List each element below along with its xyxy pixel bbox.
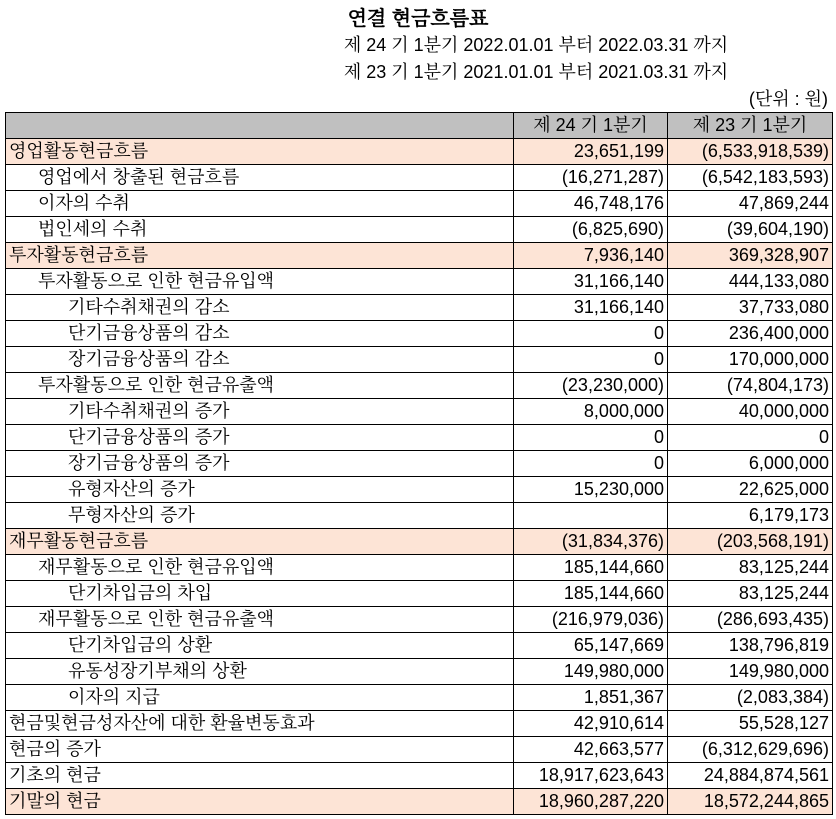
header-label [6, 113, 514, 139]
prior-value: 37,733,080 [668, 295, 833, 321]
current-value: 1,851,367 [514, 685, 668, 711]
row-label: 영업에서 창출된 현금흐름 [6, 165, 514, 191]
row-label: 기타수취채권의 증가 [6, 399, 514, 425]
table-row [6, 477, 833, 503]
row-label: 투자활동으로 인한 현금유입액 [6, 269, 514, 295]
table-row [6, 789, 833, 815]
current-value: 65,147,669 [514, 633, 668, 659]
row-label: 장기금융상품의 증가 [6, 451, 514, 477]
table-row [6, 425, 833, 451]
header-row [6, 113, 833, 139]
row-label: 유형자산의 증가 [6, 477, 514, 503]
table-row [6, 711, 833, 737]
current-value: 46,748,176 [514, 191, 668, 217]
table-row [6, 633, 833, 659]
prior-value: (74,804,173) [668, 373, 833, 399]
table-row [6, 763, 833, 789]
prior-value: 369,328,907 [668, 243, 833, 269]
current-value: 0 [514, 425, 668, 451]
prior-value: (286,693,435) [668, 607, 833, 633]
row-label: 장기금융상품의 감소 [6, 347, 514, 373]
current-value: (31,834,376) [514, 529, 668, 555]
current-value: 31,166,140 [514, 269, 668, 295]
current-value: 7,936,140 [514, 243, 668, 269]
current-value: 18,960,287,220 [514, 789, 668, 815]
current-value: 185,144,660 [514, 581, 668, 607]
current-value: 42,663,577 [514, 737, 668, 763]
current-value: (16,271,287) [514, 165, 668, 191]
current-value: 42,910,614 [514, 711, 668, 737]
row-label: 단기금융상품의 감소 [6, 321, 514, 347]
row-label: 단기차입금의 상환 [6, 633, 514, 659]
current-value: (6,825,690) [514, 217, 668, 243]
row-label: 무형자산의 증가 [6, 503, 514, 529]
table-row [6, 191, 833, 217]
row-label: 투자활동현금흐름 [6, 243, 514, 269]
row-label: 법인세의 수취 [6, 217, 514, 243]
current-value: 149,980,000 [514, 659, 668, 685]
table-row [6, 269, 833, 295]
table-row [6, 399, 833, 425]
table-row [6, 581, 833, 607]
table-row [6, 347, 833, 373]
prior-value: 149,980,000 [668, 659, 833, 685]
row-label: 유동성장기부채의 상환 [6, 659, 514, 685]
prior-value: 40,000,000 [668, 399, 833, 425]
prior-value: (6,533,918,539) [668, 139, 833, 165]
table-row [6, 139, 833, 165]
current-value: (23,230,000) [514, 373, 668, 399]
current-value: 18,917,623,643 [514, 763, 668, 789]
cash-flow-table [5, 112, 833, 815]
prior-value: 236,400,000 [668, 321, 833, 347]
prior-value: (2,083,384) [668, 685, 833, 711]
prior-value: (39,604,190) [668, 217, 833, 243]
current-value: 0 [514, 347, 668, 373]
table-row [6, 295, 833, 321]
prior-value: (203,568,191) [668, 529, 833, 555]
prior-value: 6,000,000 [668, 451, 833, 477]
table-row [6, 607, 833, 633]
current-value [514, 503, 668, 529]
row-label: 기초의 현금 [6, 763, 514, 789]
prior-value: 444,133,080 [668, 269, 833, 295]
current-value: 23,651,199 [514, 139, 668, 165]
prior-value: (6,542,183,593) [668, 165, 833, 191]
current-value: 31,166,140 [514, 295, 668, 321]
row-label: 현금및현금성자산에 대한 환율변동효과 [6, 711, 514, 737]
prior-value: 6,179,173 [668, 503, 833, 529]
prior-value: 138,796,819 [668, 633, 833, 659]
prior-value: 0 [668, 425, 833, 451]
unit-label: (단위 : 원) [748, 89, 828, 109]
row-label: 단기차입금의 차입 [6, 581, 514, 607]
row-label: 재무활동으로 인한 현금유출액 [6, 607, 514, 633]
table-row [6, 321, 833, 347]
header-current: 제 24 기 1분기 [514, 113, 668, 139]
period-current: 제 24 기 1분기 2022.01.01 부터 2022.03.31 까지 [343, 35, 729, 55]
row-label: 기타수취채권의 감소 [6, 295, 514, 321]
current-value: 0 [514, 451, 668, 477]
statement-title: 연결 현금흐름표 [347, 8, 489, 30]
table-row [6, 451, 833, 477]
prior-value: 47,869,244 [668, 191, 833, 217]
table-row [6, 685, 833, 711]
row-label: 재무활동으로 인한 현금유입액 [6, 555, 514, 581]
table-row [6, 503, 833, 529]
current-value: 15,230,000 [514, 477, 668, 503]
table-row [6, 659, 833, 685]
prior-value: 22,625,000 [668, 477, 833, 503]
prior-value: (6,312,629,696) [668, 737, 833, 763]
prior-value: 170,000,000 [668, 347, 833, 373]
table-row [6, 555, 833, 581]
current-value: 8,000,000 [514, 399, 668, 425]
row-label: 재무활동현금흐름 [6, 529, 514, 555]
period-prior: 제 23 기 1분기 2021.01.01 부터 2021.03.31 까지 [343, 62, 729, 82]
row-label: 이자의 지급 [6, 685, 514, 711]
row-label: 현금의 증가 [6, 737, 514, 763]
row-label: 영업활동현금흐름 [6, 139, 514, 165]
table-row [6, 217, 833, 243]
row-label: 단기금융상품의 증가 [6, 425, 514, 451]
prior-value: 83,125,244 [668, 555, 833, 581]
prior-value: 24,884,874,561 [668, 763, 833, 789]
prior-value: 83,125,244 [668, 581, 833, 607]
table-row [6, 165, 833, 191]
table-row [6, 373, 833, 399]
prior-value: 18,572,244,865 [668, 789, 833, 815]
current-value: (216,979,036) [514, 607, 668, 633]
current-value: 0 [514, 321, 668, 347]
row-label: 기말의 현금 [6, 789, 514, 815]
table-row [6, 737, 833, 763]
row-label: 이자의 수취 [6, 191, 514, 217]
table-row [6, 529, 833, 555]
table-row [6, 243, 833, 269]
prior-value: 55,528,127 [668, 711, 833, 737]
current-value: 185,144,660 [514, 555, 668, 581]
row-label: 투자활동으로 인한 현금유출액 [6, 373, 514, 399]
header-prior: 제 23 기 1분기 [668, 113, 833, 139]
